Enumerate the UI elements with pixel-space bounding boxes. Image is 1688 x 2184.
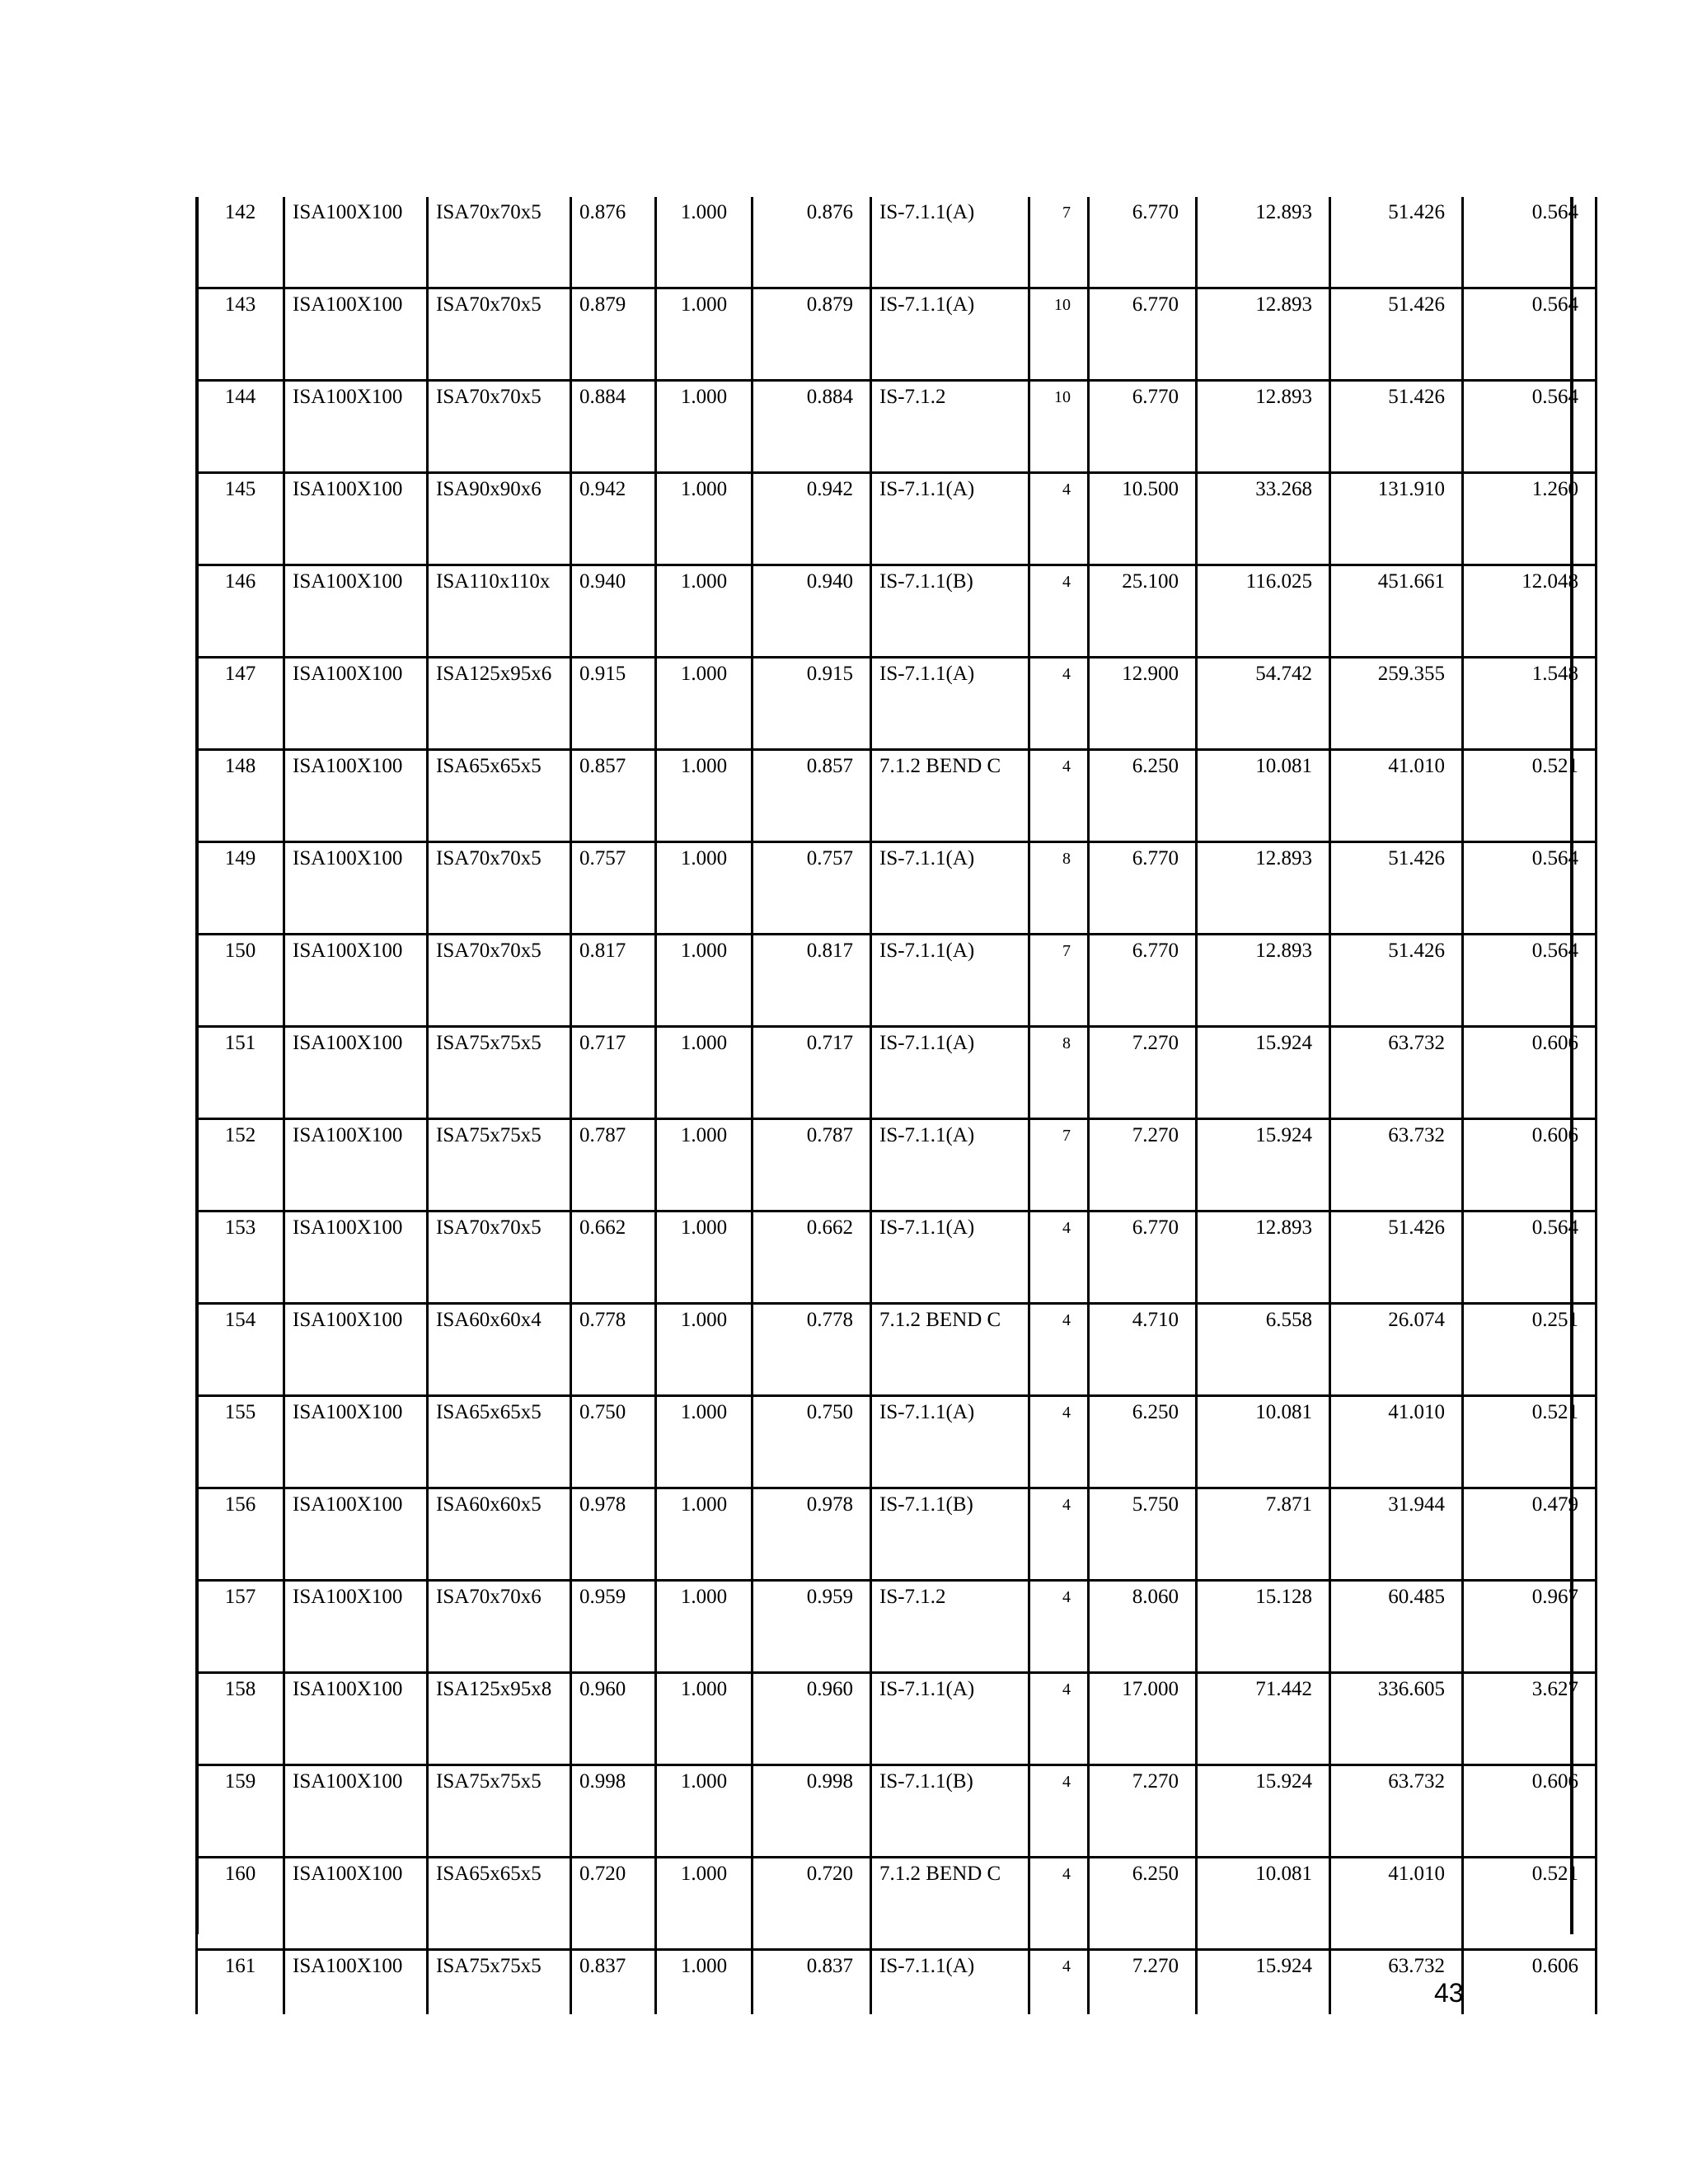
cell-area: 8.060 — [1089, 1581, 1197, 1673]
cell-leg-section: ISA100X100 — [284, 197, 428, 288]
cell-value-c: 0.564 — [1463, 381, 1597, 473]
cell-utilization: 0.817 — [753, 935, 871, 1027]
cell-clause: IS-7.1.1(B) — [871, 1765, 1029, 1858]
cell-brace-section: ISA75x75x5 — [428, 1765, 571, 1858]
cell-factor: 1.000 — [656, 1488, 753, 1581]
cell-value-c: 0.564 — [1463, 288, 1597, 381]
cell-load-case: 4 — [1029, 1488, 1089, 1581]
cell-load-case: 4 — [1029, 1304, 1089, 1396]
cell-member-no: 157 — [197, 1581, 284, 1673]
table-row — [197, 288, 1597, 381]
cell-value-c: 0.479 — [1463, 1488, 1597, 1581]
cell-area: 6.250 — [1089, 1396, 1197, 1488]
cell-leg-section: ISA100X100 — [284, 1027, 428, 1119]
cell-area: 6.250 — [1089, 1858, 1197, 1950]
cell-value-b: 31.944 — [1330, 1488, 1463, 1581]
cell-value-a: 12.893 — [1197, 197, 1330, 288]
cell-factor: 1.000 — [656, 1673, 753, 1765]
cell-utilization: 0.959 — [753, 1581, 871, 1673]
cell-brace-section: ISA75x75x5 — [428, 1119, 571, 1212]
cell-value-a: 15.924 — [1197, 1027, 1330, 1119]
cell-value-b: 131.910 — [1330, 473, 1463, 565]
cell-value-c: 0.521 — [1463, 1396, 1597, 1488]
cell-clause: IS-7.1.1(A) — [871, 1673, 1029, 1765]
cell-load-case: 8 — [1029, 842, 1089, 935]
cell-brace-section: ISA90x90x6 — [428, 473, 571, 565]
cell-value-c: 12.048 — [1463, 565, 1597, 658]
cell-leg-section: ISA100X100 — [284, 1765, 428, 1858]
cell-load-case: 10 — [1029, 288, 1089, 381]
cell-utilization: 0.876 — [753, 197, 871, 288]
cell-load-case: 8 — [1029, 1027, 1089, 1119]
cell-member-no: 160 — [197, 1858, 284, 1950]
cell-clause: IS-7.1.1(B) — [871, 1488, 1029, 1581]
cell-factor: 1.000 — [656, 658, 753, 750]
cell-value-c: 0.564 — [1463, 197, 1597, 288]
cell-value-a: 6.558 — [1197, 1304, 1330, 1396]
table-row — [197, 1488, 1597, 1581]
cell-load-case: 4 — [1029, 1858, 1089, 1950]
cell-load-case: 4 — [1029, 1212, 1089, 1304]
cell-brace-section: ISA75x75x5 — [428, 1027, 571, 1119]
cell-brace-section: ISA60x60x5 — [428, 1488, 571, 1581]
cell-leg-section: ISA100X100 — [284, 658, 428, 750]
cell-factor: 1.000 — [656, 197, 753, 288]
cell-factor: 1.000 — [656, 750, 753, 842]
cell-area: 6.770 — [1089, 1212, 1197, 1304]
cell-value-c: 0.606 — [1463, 1119, 1597, 1212]
cell-area: 7.270 — [1089, 1027, 1197, 1119]
cell-area: 7.270 — [1089, 1950, 1197, 2015]
cell-value-a: 12.893 — [1197, 935, 1330, 1027]
cell-value-b: 41.010 — [1330, 750, 1463, 842]
data-table — [195, 197, 1597, 2014]
cell-area: 7.270 — [1089, 1119, 1197, 1212]
cell-member-no: 148 — [197, 750, 284, 842]
cell-load-case: 10 — [1029, 381, 1089, 473]
cell-utilization: 0.884 — [753, 381, 871, 473]
cell-utilization: 0.857 — [753, 750, 871, 842]
cell-value-a: 15.924 — [1197, 1765, 1330, 1858]
cell-area: 4.710 — [1089, 1304, 1197, 1396]
cell-brace-section: ISA60x60x4 — [428, 1304, 571, 1396]
cell-utilization: 0.778 — [753, 1304, 871, 1396]
cell-leg-section: ISA100X100 — [284, 1396, 428, 1488]
cell-value-a: 7.871 — [1197, 1488, 1330, 1581]
cell-load-case: 4 — [1029, 658, 1089, 750]
cell-leg-section: ISA100X100 — [284, 1488, 428, 1581]
cell-value-a: 71.442 — [1197, 1673, 1330, 1765]
cell-load-case: 4 — [1029, 1581, 1089, 1673]
cell-leg-section: ISA100X100 — [284, 473, 428, 565]
table-row — [197, 935, 1597, 1027]
cell-area: 5.750 — [1089, 1488, 1197, 1581]
cell-clause: IS-7.1.1(A) — [871, 1212, 1029, 1304]
cell-clause: 7.1.2 BEND C — [871, 750, 1029, 842]
cell-factor: 1.000 — [656, 1119, 753, 1212]
cell-utilization: 0.750 — [753, 1396, 871, 1488]
cell-factor: 1.000 — [656, 1858, 753, 1950]
cell-brace-section: ISA70x70x6 — [428, 1581, 571, 1673]
table-row — [197, 1858, 1597, 1950]
cell-leg-section: ISA100X100 — [284, 842, 428, 935]
cell-leg-section: ISA100X100 — [284, 935, 428, 1027]
cell-value-c: 0.967 — [1463, 1581, 1597, 1673]
cell-factor: 1.000 — [656, 381, 753, 473]
cell-load-case: 4 — [1029, 1765, 1089, 1858]
cell-leg-section: ISA100X100 — [284, 1119, 428, 1212]
table-row — [197, 750, 1597, 842]
cell-area: 6.770 — [1089, 288, 1197, 381]
cell-ratio: 0.720 — [571, 1858, 656, 1950]
cell-ratio: 0.778 — [571, 1304, 656, 1396]
cell-value-b: 60.485 — [1330, 1581, 1463, 1673]
cell-area: 6.250 — [1089, 750, 1197, 842]
table-row — [197, 1027, 1597, 1119]
cell-clause: IS-7.1.1(A) — [871, 1396, 1029, 1488]
cell-brace-section: ISA70x70x5 — [428, 1212, 571, 1304]
cell-factor: 1.000 — [656, 1212, 753, 1304]
cell-ratio: 0.942 — [571, 473, 656, 565]
table-row — [197, 1119, 1597, 1212]
cell-ratio: 0.662 — [571, 1212, 656, 1304]
cell-value-c: 0.564 — [1463, 1212, 1597, 1304]
cell-member-no: 150 — [197, 935, 284, 1027]
cell-value-a: 15.924 — [1197, 1950, 1330, 2015]
cell-brace-section: ISA70x70x5 — [428, 935, 571, 1027]
cell-value-c: 0.251 — [1463, 1304, 1597, 1396]
cell-value-a: 12.893 — [1197, 381, 1330, 473]
cell-ratio: 0.857 — [571, 750, 656, 842]
cell-factor: 1.000 — [656, 935, 753, 1027]
cell-ratio: 0.876 — [571, 197, 656, 288]
cell-member-no: 159 — [197, 1765, 284, 1858]
cell-utilization: 0.662 — [753, 1212, 871, 1304]
cell-leg-section: ISA100X100 — [284, 1304, 428, 1396]
cell-clause: IS-7.1.1(A) — [871, 1027, 1029, 1119]
cell-value-c: 0.606 — [1463, 1765, 1597, 1858]
cell-load-case: 7 — [1029, 197, 1089, 288]
cell-load-case: 4 — [1029, 1950, 1089, 2015]
cell-value-b: 41.010 — [1330, 1396, 1463, 1488]
cell-leg-section: ISA100X100 — [284, 1212, 428, 1304]
cell-utilization: 0.757 — [753, 842, 871, 935]
cell-value-b: 26.074 — [1330, 1304, 1463, 1396]
data-table-frame — [195, 197, 1578, 1977]
table-row — [197, 1212, 1597, 1304]
cell-value-b: 63.732 — [1330, 1119, 1463, 1212]
cell-clause: IS-7.1.1(A) — [871, 935, 1029, 1027]
cell-member-no: 149 — [197, 842, 284, 935]
cell-utilization: 0.717 — [753, 1027, 871, 1119]
table-row — [197, 658, 1597, 750]
cell-clause: IS-7.1.2 — [871, 381, 1029, 473]
cell-member-no: 155 — [197, 1396, 284, 1488]
cell-value-b: 259.355 — [1330, 658, 1463, 750]
cell-clause: IS-7.1.1(A) — [871, 197, 1029, 288]
cell-brace-section: ISA70x70x5 — [428, 288, 571, 381]
cell-value-a: 10.081 — [1197, 1396, 1330, 1488]
cell-value-c: 0.521 — [1463, 750, 1597, 842]
table-row — [197, 842, 1597, 935]
cell-leg-section: ISA100X100 — [284, 1950, 428, 2015]
cell-load-case: 4 — [1029, 750, 1089, 842]
cell-leg-section: ISA100X100 — [284, 288, 428, 381]
cell-utilization: 0.998 — [753, 1765, 871, 1858]
cell-leg-section: ISA100X100 — [284, 565, 428, 658]
cell-factor: 1.000 — [656, 473, 753, 565]
cell-value-b: 451.661 — [1330, 565, 1463, 658]
cell-value-c: 0.564 — [1463, 842, 1597, 935]
cell-value-b: 51.426 — [1330, 842, 1463, 935]
cell-member-no: 147 — [197, 658, 284, 750]
table-body — [197, 197, 1597, 2014]
cell-brace-section: ISA70x70x5 — [428, 197, 571, 288]
cell-area: 12.900 — [1089, 658, 1197, 750]
cell-value-b: 51.426 — [1330, 288, 1463, 381]
cell-utilization: 0.837 — [753, 1950, 871, 2015]
cell-area: 6.770 — [1089, 842, 1197, 935]
cell-ratio: 0.960 — [571, 1673, 656, 1765]
cell-brace-section: ISA125x95x6 — [428, 658, 571, 750]
cell-area: 25.100 — [1089, 565, 1197, 658]
cell-ratio: 0.750 — [571, 1396, 656, 1488]
cell-ratio: 0.879 — [571, 288, 656, 381]
cell-value-a: 10.081 — [1197, 1858, 1330, 1950]
cell-value-c: 0.606 — [1463, 1027, 1597, 1119]
cell-brace-section: ISA65x65x5 — [428, 1858, 571, 1950]
cell-member-no: 145 — [197, 473, 284, 565]
cell-leg-section: ISA100X100 — [284, 750, 428, 842]
cell-leg-section: ISA100X100 — [284, 1581, 428, 1673]
table-row — [197, 473, 1597, 565]
cell-ratio: 0.817 — [571, 935, 656, 1027]
cell-value-b: 51.426 — [1330, 1212, 1463, 1304]
cell-utilization: 0.787 — [753, 1119, 871, 1212]
cell-clause: 7.1.2 BEND C — [871, 1858, 1029, 1950]
cell-member-no: 156 — [197, 1488, 284, 1581]
cell-factor: 1.000 — [656, 1027, 753, 1119]
cell-member-no: 144 — [197, 381, 284, 473]
table-row — [197, 381, 1597, 473]
cell-load-case: 7 — [1029, 1119, 1089, 1212]
cell-factor: 1.000 — [656, 842, 753, 935]
cell-utilization: 0.940 — [753, 565, 871, 658]
cell-utilization: 0.720 — [753, 1858, 871, 1950]
cell-area: 6.770 — [1089, 381, 1197, 473]
cell-ratio: 0.837 — [571, 1950, 656, 2015]
table-row — [197, 1950, 1597, 2015]
cell-brace-section: ISA70x70x5 — [428, 842, 571, 935]
cell-area: 6.770 — [1089, 197, 1197, 288]
cell-member-no: 161 — [197, 1950, 284, 2015]
cell-clause: IS-7.1.1(B) — [871, 565, 1029, 658]
cell-member-no: 151 — [197, 1027, 284, 1119]
cell-value-a: 12.893 — [1197, 1212, 1330, 1304]
cell-value-b: 41.010 — [1330, 1858, 1463, 1950]
cell-value-c: 0.521 — [1463, 1858, 1597, 1950]
cell-ratio: 0.717 — [571, 1027, 656, 1119]
cell-value-c: 1.548 — [1463, 658, 1597, 750]
table-row — [197, 1581, 1597, 1673]
cell-brace-section: ISA65x65x5 — [428, 1396, 571, 1488]
cell-value-b: 336.605 — [1330, 1673, 1463, 1765]
cell-value-a: 33.268 — [1197, 473, 1330, 565]
cell-brace-section: ISA70x70x5 — [428, 381, 571, 473]
cell-factor: 1.000 — [656, 1950, 753, 2015]
cell-clause: 7.1.2 BEND C — [871, 1304, 1029, 1396]
cell-utilization: 0.960 — [753, 1673, 871, 1765]
cell-brace-section: ISA65x65x5 — [428, 750, 571, 842]
cell-load-case: 4 — [1029, 565, 1089, 658]
cell-clause: IS-7.1.2 — [871, 1581, 1029, 1673]
cell-utilization: 0.879 — [753, 288, 871, 381]
cell-area: 10.500 — [1089, 473, 1197, 565]
cell-load-case: 4 — [1029, 1673, 1089, 1765]
cell-leg-section: ISA100X100 — [284, 1858, 428, 1950]
cell-area: 17.000 — [1089, 1673, 1197, 1765]
cell-member-no: 154 — [197, 1304, 284, 1396]
cell-value-b: 51.426 — [1330, 197, 1463, 288]
cell-value-c: 1.260 — [1463, 473, 1597, 565]
cell-ratio: 0.978 — [571, 1488, 656, 1581]
table-row — [197, 1673, 1597, 1765]
cell-clause: IS-7.1.1(A) — [871, 1950, 1029, 2015]
cell-clause: IS-7.1.1(A) — [871, 658, 1029, 750]
cell-member-no: 153 — [197, 1212, 284, 1304]
cell-value-b: 51.426 — [1330, 381, 1463, 473]
cell-brace-section: ISA110x110x — [428, 565, 571, 658]
cell-member-no: 152 — [197, 1119, 284, 1212]
cell-value-a: 54.742 — [1197, 658, 1330, 750]
cell-member-no: 142 — [197, 197, 284, 288]
cell-ratio: 0.884 — [571, 381, 656, 473]
cell-factor: 1.000 — [656, 1765, 753, 1858]
cell-brace-section: ISA75x75x5 — [428, 1950, 571, 2015]
cell-clause: IS-7.1.1(A) — [871, 473, 1029, 565]
table-row — [197, 1765, 1597, 1858]
cell-value-b: 51.426 — [1330, 935, 1463, 1027]
cell-member-no: 158 — [197, 1673, 284, 1765]
cell-leg-section: ISA100X100 — [284, 381, 428, 473]
cell-value-a: 15.128 — [1197, 1581, 1330, 1673]
cell-value-c: 0.564 — [1463, 935, 1597, 1027]
cell-load-case: 4 — [1029, 1396, 1089, 1488]
cell-value-b: 63.732 — [1330, 1950, 1463, 2015]
cell-ratio: 0.998 — [571, 1765, 656, 1858]
cell-value-b: 63.732 — [1330, 1027, 1463, 1119]
cell-ratio: 0.915 — [571, 658, 656, 750]
cell-member-no: 146 — [197, 565, 284, 658]
page-number: 43 — [1434, 1978, 1464, 2008]
cell-leg-section: ISA100X100 — [284, 1673, 428, 1765]
table-row — [197, 1304, 1597, 1396]
cell-factor: 1.000 — [656, 288, 753, 381]
cell-utilization: 0.942 — [753, 473, 871, 565]
cell-clause: IS-7.1.1(A) — [871, 288, 1029, 381]
cell-clause: IS-7.1.1(A) — [871, 1119, 1029, 1212]
cell-value-a: 116.025 — [1197, 565, 1330, 658]
cell-area: 7.270 — [1089, 1765, 1197, 1858]
cell-ratio: 0.787 — [571, 1119, 656, 1212]
cell-ratio: 0.940 — [571, 565, 656, 658]
cell-factor: 1.000 — [656, 1396, 753, 1488]
cell-load-case: 7 — [1029, 935, 1089, 1027]
table-row — [197, 197, 1597, 288]
cell-value-a: 12.893 — [1197, 288, 1330, 381]
cell-value-c: 0.606 — [1463, 1950, 1597, 2015]
cell-value-b: 63.732 — [1330, 1765, 1463, 1858]
cell-utilization: 0.978 — [753, 1488, 871, 1581]
cell-value-a: 10.081 — [1197, 750, 1330, 842]
cell-area: 6.770 — [1089, 935, 1197, 1027]
cell-value-a: 15.924 — [1197, 1119, 1330, 1212]
cell-ratio: 0.959 — [571, 1581, 656, 1673]
cell-factor: 1.000 — [656, 1581, 753, 1673]
table-row — [197, 565, 1597, 658]
cell-factor: 1.000 — [656, 565, 753, 658]
cell-utilization: 0.915 — [753, 658, 871, 750]
cell-member-no: 143 — [197, 288, 284, 381]
cell-ratio: 0.757 — [571, 842, 656, 935]
cell-brace-section: ISA125x95x8 — [428, 1673, 571, 1765]
cell-clause: IS-7.1.1(A) — [871, 842, 1029, 935]
cell-value-a: 12.893 — [1197, 842, 1330, 935]
table-row — [197, 1396, 1597, 1488]
cell-factor: 1.000 — [656, 1304, 753, 1396]
cell-load-case: 4 — [1029, 473, 1089, 565]
cell-value-c: 3.627 — [1463, 1673, 1597, 1765]
